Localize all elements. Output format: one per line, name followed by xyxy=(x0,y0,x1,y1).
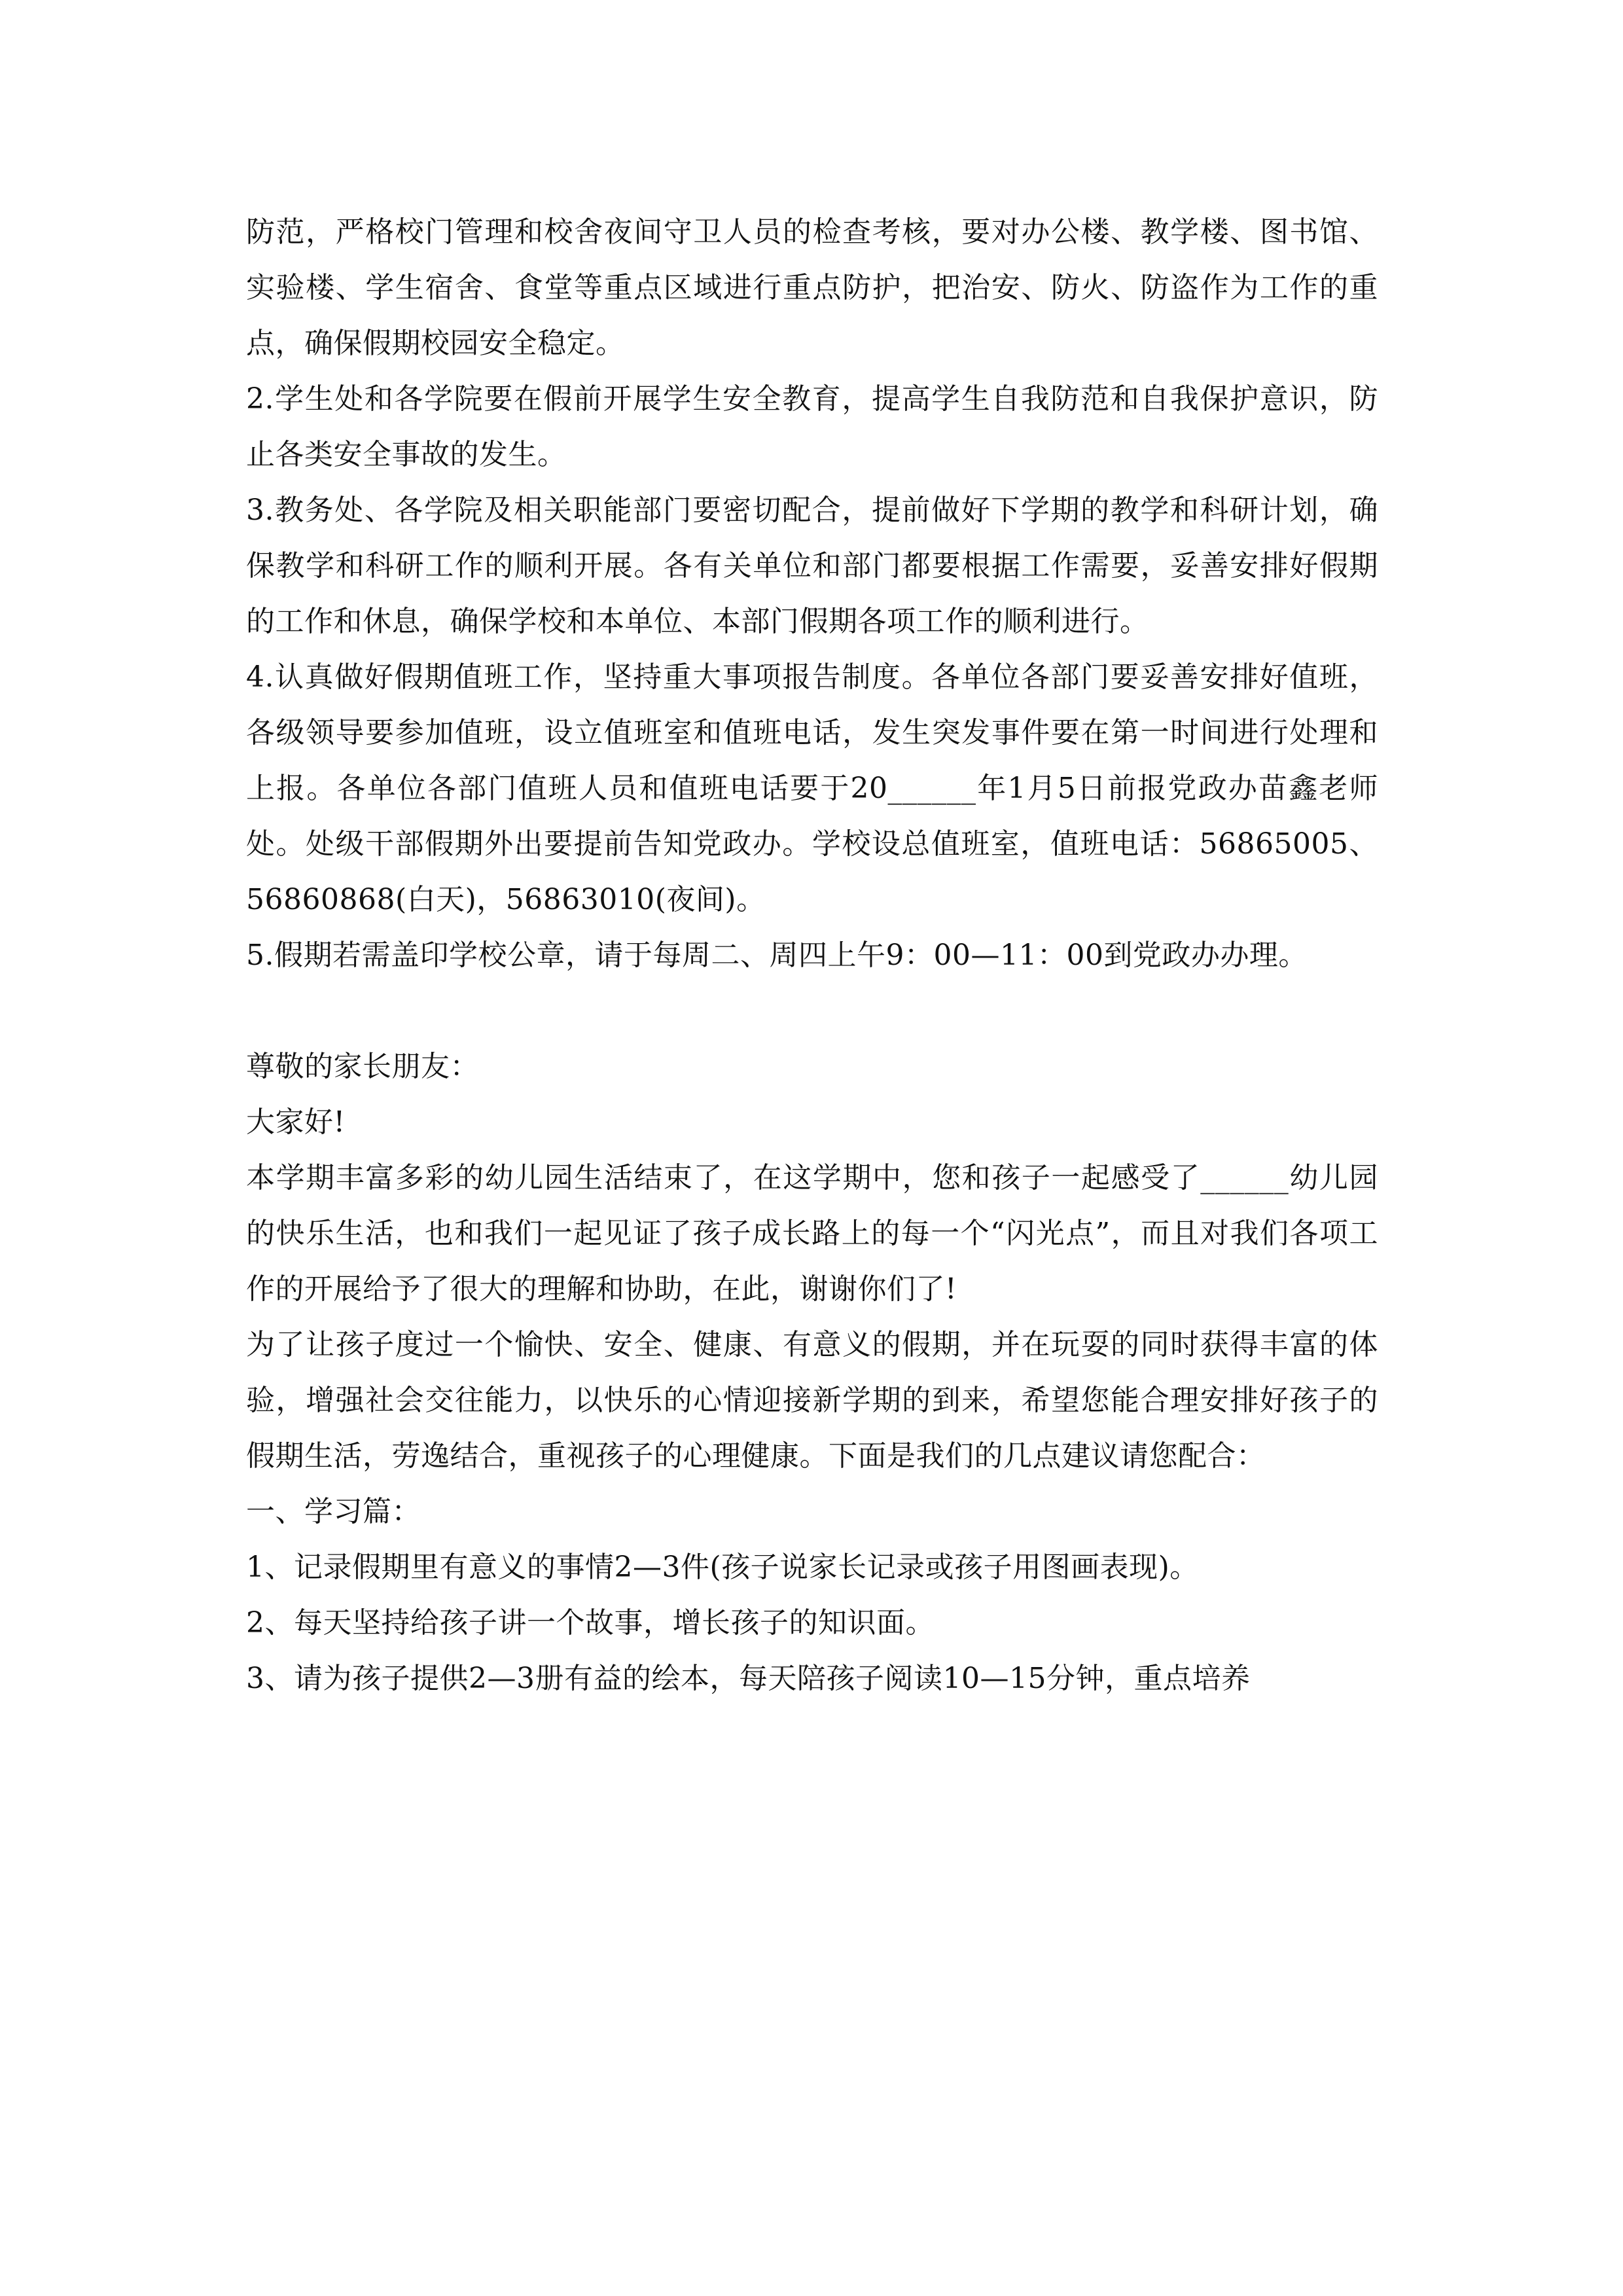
section-gap xyxy=(246,983,1378,1039)
letter-salutation: 尊敬的家长朋友： xyxy=(246,1050,479,1083)
letter-greeting: 大家好! xyxy=(246,1105,346,1139)
section-heading-study: 一、学习篇： xyxy=(246,1495,421,1528)
study-item-1: 1、记录假期里有意义的事情2—3件(孩子说家长记录或孩子用图画表现)。 xyxy=(246,1551,1199,1584)
letter-paragraph-suggestions: 为了让孩子度过一个愉快、安全、健康、有意义的假期，并在玩耍的同时获得丰富的体验，增强社会交往能力，以快乐的心情迎接新学期的到来，希望您能合理安排好孩子的假期生活，劳逸结合，重视孩子的心理健康。下面是我们的几点建议请您配合： xyxy=(246,1328,1378,1473)
study-item-3: 3、请为孩子提供2—3册有益的绘本，每天陪孩子阅读10—15分钟，重点培养 xyxy=(246,1662,1251,1695)
paragraph-security-duty: 防范，严格校门管理和校舍夜间守卫人员的检查考核，要对办公楼、教学楼、图书馆、实验楼、学生宿舍、食堂等重点区域进行重点防护，把治安、防火、防盗作为工作的重点，确保假期校园安全稳定。 xyxy=(246,215,1378,360)
paragraph-item-2: 2.学生处和各学院要在假前开展学生安全教育，提高学生自我防范和自我保护意识，防止各类安全事故的发生。 xyxy=(246,382,1378,471)
paragraph-item-5: 5.假期若需盖印学校公章，请于每周二、周四上午9：00—11：00到党政办办理。 xyxy=(246,939,1308,972)
paragraph-item-3: 3.教务处、各学院及相关职能部门要密切配合，提前做好下学期的教学和科研计划，确保教学和科研工作的顺利开展。各有关单位和部门都要根据工作需要，妥善安排好假期的工作和休息，确保学校和本单位、本部门假期各项工作的顺利进行。 xyxy=(246,493,1378,638)
study-item-2: 2、每天坚持给孩子讲一个故事，增长孩子的知识面。 xyxy=(246,1606,935,1640)
paragraph-item-4: 4.认真做好假期值班工作，坚持重大事项报告制度。各单位各部门要妥善安排好值班，各级领导要参加值班，设立值班室和值班电话，发生突发事件要在第一时间进行处理和上报。各单位各部门值班人员和值班电话要于20______年1月5日前报党政办苗鑫老师处。处级干部假期外出要提前告知党政办。学校设总值班室，值班电话：56865005、56860868(白天)，56863010(夜间)。 xyxy=(246,660,1378,916)
document-body xyxy=(246,204,1378,1706)
letter-paragraph-thanks: 本学期丰富多彩的幼儿园生活结束了，在这学期中，您和孩子一起感受了______幼儿园的快乐生活，也和我们一起见证了孩子成长路上的每一个“闪光点”，而且对我们各项工作的开展给予了很大的理解和协助，在此，谢谢你们了! xyxy=(246,1161,1378,1306)
